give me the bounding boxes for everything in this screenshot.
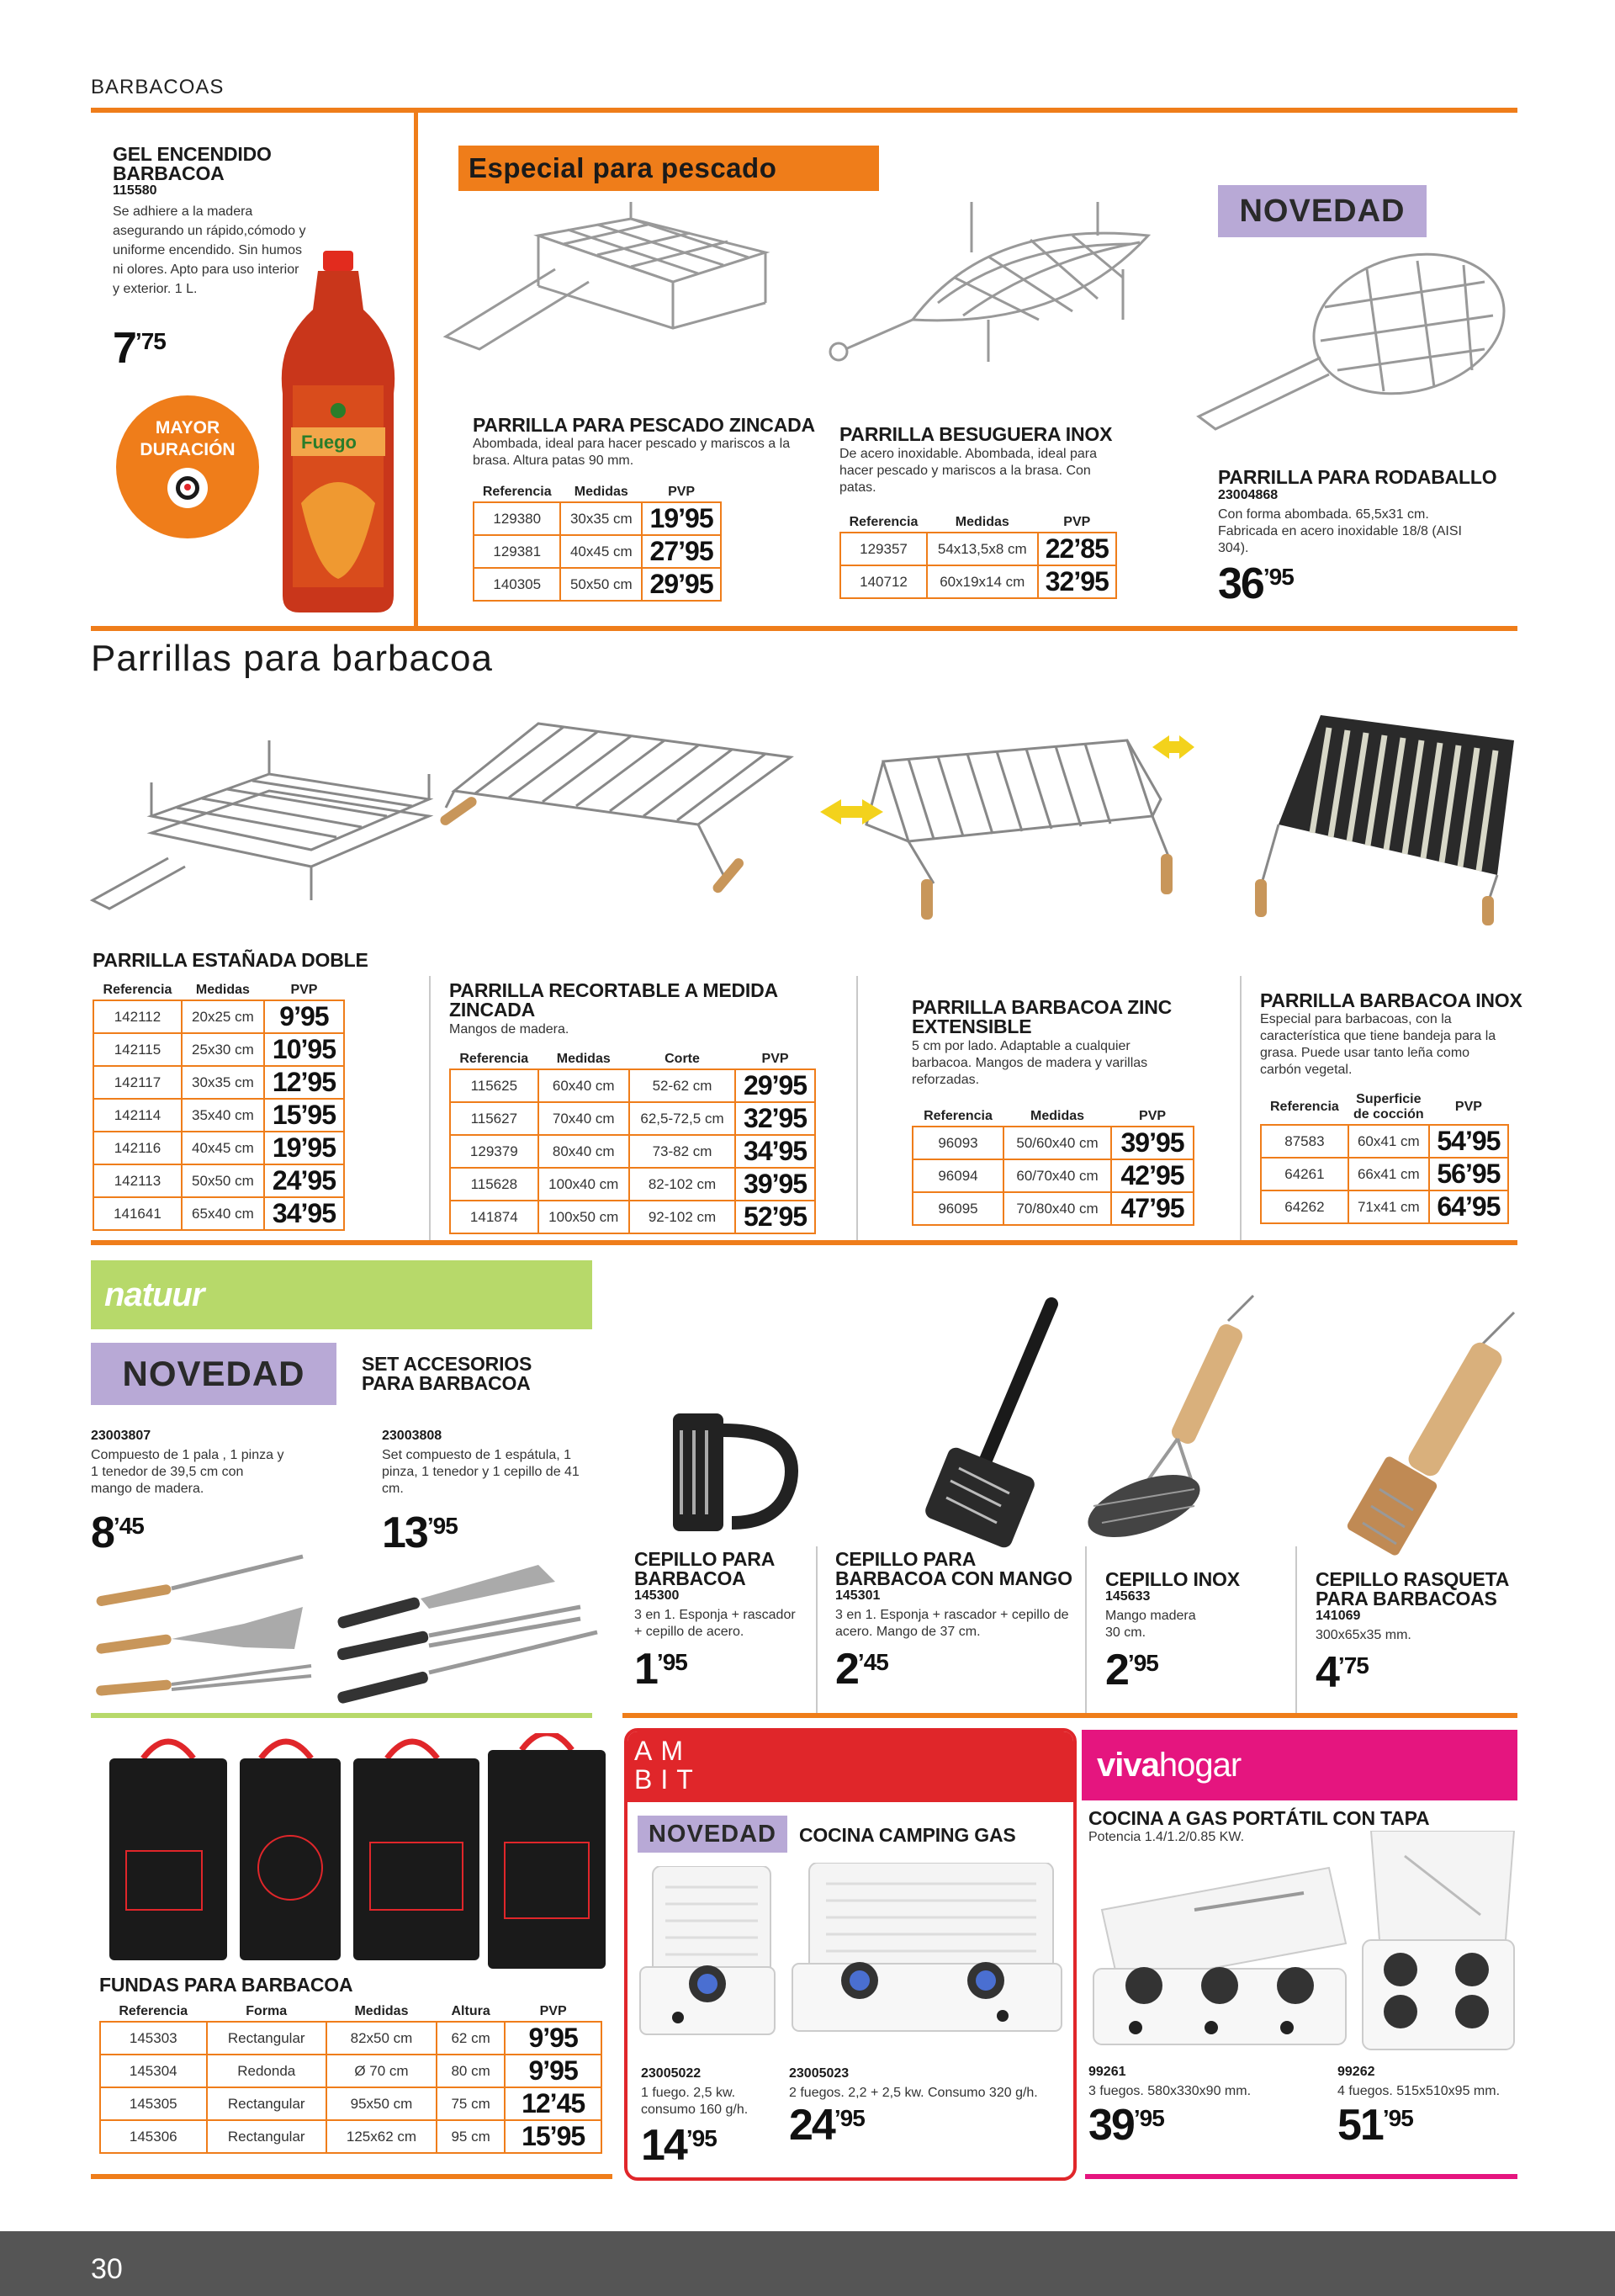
table-row: 141874 100x50 cm 92-102 cm 52’95 [450,1201,815,1233]
cepillo4-image [1329,1296,1548,1556]
table-row: 115627 70x40 cm 62,5-72,5 cm 32’95 [450,1102,815,1135]
clock-icon [167,468,208,508]
cepillo1-ref: 145300 [634,1588,680,1603]
page-number: 30 [91,2253,123,2285]
estanada-image [84,732,437,917]
parrillas-bottom-divider [91,1240,1517,1245]
table-row: 142117 30x35 cm 12’95 [93,1066,344,1099]
set1-utensils-image [84,1540,320,1708]
inox-title: PARRILLA BARBACOA INOX [1260,989,1522,1011]
ambit-p2-desc: 2 fuegos. 2,2 + 2,5 kw. Consumo 320 g/h. [789,2086,1038,2100]
rodaballo-desc: Con forma abombada. 65,5x31 cm. Fabricada en acero inoxidable 18/8 (AISI 304). [1218,507,1462,555]
ambit-novedad-badge: NOVEDAD [638,1816,787,1853]
fundas-image [101,1733,606,1969]
vivahogar-p2-ref: 99262 [1337,2065,1375,2079]
cepillo2-price: 2’45 [835,1645,888,1694]
cepillo-divider-3 [1295,1546,1297,1715]
ambit-p1-ref: 23005022 [641,2066,702,2081]
ambit-p2-price: 24’95 [789,2101,865,2150]
gel-bottle-image [276,251,400,614]
table-row: 142114 35x40 cm 15’95 [93,1099,344,1132]
inox-table: Referencia Superficie de cocción PVP 87583 60x41 cm 54’95 64261 66x41 cm 56’95 64262 71x41 cm 64’95 [1260,1090,1509,1224]
cepillo4-ref: 141069 [1316,1609,1361,1623]
extensible-image [816,707,1194,925]
stove2-image [784,1863,1070,2039]
rodaballo-price: 36’95 [1218,559,1294,608]
estanada-title: PARRILLA ESTAÑADA DOBLE [93,949,368,971]
table-row: 129379 80x40 cm 73-82 cm 34’95 [450,1135,815,1168]
cepillo4-price: 4’75 [1316,1648,1369,1697]
stove1-image [636,1866,779,2043]
table-row: 64261 66x41 cm 56’95 [1261,1158,1508,1190]
footer-bar [0,2231,1615,2296]
col-divider-1 [429,976,431,1245]
gel-title: GEL ENCENDIDO BARBACOA [113,143,272,184]
vivahogar-banner [1082,1730,1517,1800]
cepillo4 [1316,1568,1517,1697]
recortable-desc: Mangos de madera. [449,1022,569,1037]
especial-banner: Especial para pescado [458,146,879,191]
inox-desc: Especial para barbacoas, con la característica que tiene bandeja para la grasa. Puede usar tanto leña como carbón vegetal. [1260,1012,1496,1077]
besuguera-image [820,202,1173,379]
cepillo2-ref: 145301 [835,1588,881,1603]
cepillo1 [634,1548,802,1694]
set1-desc: Compuesto de 1 pala , 1 pinza y 1 tenedor de 39,5 cm con mango de madera. [91,1448,284,1496]
recortable-title: PARRILLA RECORTABLE A MEDIDA ZINCADA [449,979,778,1021]
besuguera-title: PARRILLA BESUGUERA INOX [839,423,1113,445]
vivahogar-logo: vivahogar [1097,1747,1242,1784]
zincada-table: Referencia Medidas PVP 129380 30x35 cm 19’95 129381 40x45 cm 27’95 140305 50x50 cm 29’95 [473,483,722,602]
table-row: 96094 60/70x40 cm 42’95 [913,1159,1194,1192]
gel-divider [414,113,418,626]
zincada-desc: Abombada, ideal para hacer pescado y mariscos a la brasa. Altura patas 90 mm. [473,437,791,468]
cepillo1-price: 1’95 [634,1645,687,1694]
section-label: BARBACOAS [91,76,225,98]
natuur-banner [91,1260,592,1329]
estanada-table: Referencia Medidas PVP 142112 20x25 cm 9’95 142115 25x30 cm 10’95 142117 30x35 cm 12’95 142114 35x40 cm 15’95 142116 40x45 cm 19’95 142113 50x50 cm 24’95 141641 65x40 cm 34’95 [93,981,345,1231]
table-row: 87583 60x41 cm 54’95 [1261,1125,1508,1158]
table-row: 141641 65x40 cm 34’95 [93,1197,344,1230]
vivahogar-p1-desc: 3 fuegos. 580x330x90 mm. [1088,2084,1252,2098]
cepillo3-title: CEPILLO INOX [1105,1568,1240,1590]
cepillo3-price: 2’95 [1105,1646,1158,1694]
cepillo1-title: CEPILLO PARA BARBACOA [634,1548,775,1589]
table-row: 145305 Rectangular 95x50 cm 75 cm 12’45 [100,2087,601,2120]
cepillo4-title: CEPILLO RASQUETA PARA BARBACOAS [1316,1568,1509,1609]
gel-desc: Se adhiere a la madera asegurando un rápido,cómodo y uniforme encendido. Sin humos ni olores. Apto para uso interior y exterior. 1 L. [113,204,306,296]
col-divider-2 [856,976,858,1245]
vivahogar-title: COCINA A GAS PORTÁTIL CON TAPA [1088,1807,1430,1829]
cepillo-divider-1 [816,1546,818,1715]
inox-image [1245,707,1522,925]
set2-ref: 23003808 [382,1429,442,1443]
vivahogar-p1-ref: 99261 [1088,2065,1126,2079]
table-row: 142115 25x30 cm 10’95 [93,1033,344,1066]
set1-price: 8’45 [91,1509,144,1557]
parrillas-heading: Parrillas para barbacoa [91,638,493,679]
extensible-title: PARRILLA BARBACOA ZINC EXTENSIBLE [912,996,1173,1037]
table-row: 140712 60x19x14 cm 32’95 [840,565,1116,598]
cepillo2-image [908,1296,1077,1548]
ambit-header [627,1731,1073,1802]
vivahogar-desc: Potencia 1.4/1.2/0.85 KW. [1088,1830,1245,1844]
rodaballo-title: PARRILLA PARA RODABALLO [1218,466,1497,488]
gel-ref: 115580 [113,183,157,198]
vivahogar-p2-price: 51’95 [1337,2101,1413,2150]
svg-text:Fuego: Fuego [301,432,357,453]
table-row: 115625 60x40 cm 52-62 cm 29’95 [450,1069,815,1102]
extensible-desc: 5 cm por lado. Adaptable a cualquier barbacoa. Mangos de madera y varillas reforzadas. [912,1039,1148,1087]
table-row: 96095 70/80x40 cm 47’95 [913,1192,1194,1225]
fundas-table: Referencia Forma Medidas Altura PVP 145303 Rectangular 82x50 cm 62 cm 9’95 145304 Redonda Ø 70 cm 80 cm 9’95 145305 Rectangular 95x50 cm 75 cm 12’45 145306 Rectangular 125x62 cm 95 cm 15’95 [99,2002,602,2154]
ambit-p1-price: 14’95 [641,2121,717,2170]
table-row: 64262 71x41 cm 64’95 [1261,1190,1508,1223]
table-row: 142112 20x25 cm 9’95 [93,1000,344,1033]
cepillo2 [835,1548,1079,1694]
rodaballo-image [1182,248,1518,450]
especial-bottom-divider [91,626,1517,631]
vivahogar-stove1-image [1085,1859,1354,2053]
rodaballo-ref: 23004868 [1218,488,1279,502]
besuguera-desc: De acero inoxidable. Abombada, ideal para hacer pescado y mariscos a la brasa. Con patas. [839,447,1097,495]
table-row: 115628 100x40 cm 82-102 cm 39’95 [450,1168,815,1201]
parrilla-pescado-image [429,202,824,395]
table-row: 96093 50/60x40 cm 39’95 [913,1127,1194,1159]
ambit-box [624,1728,1077,2181]
table-row: 145304 Redonda Ø 70 cm 80 cm 9’95 [100,2055,601,2087]
besuguera-table: Referencia Medidas PVP 129357 54x13,5x8 cm 22’85 140712 60x19x14 cm 32’95 [839,513,1117,599]
table-row: 142116 40x45 cm 19’95 [93,1132,344,1164]
zincada-title: PARRILLA PARA PESCADO ZINCADA [473,414,815,436]
rodaballo-novedad-badge: NOVEDAD [1218,185,1427,237]
cepillo-divider-2 [1085,1546,1087,1715]
cepillo2-title: CEPILLO PARA BARBACOA CON MANGO [835,1548,1072,1589]
cepillo3 [1105,1570,1273,1692]
ambit-title: COCINA CAMPING GAS [799,1824,1016,1846]
ambit-logo-line2: BIT [634,1764,702,1795]
table-row: 145303 Rectangular 82x50 cm 62 cm 9’95 [100,2022,601,2055]
cepillo1-image [656,1397,824,1548]
table-row: 142113 50x50 cm 24’95 [93,1164,344,1197]
cepillo2-desc: 3 en 1. Esponja + rascador + cepillo de acero. Mango de 37 cm. [835,1608,1069,1639]
vivahogar-bottom-divider [1085,2174,1517,2179]
ambit-p2-ref: 23005023 [789,2066,850,2081]
ambit-p1-desc: 1 fuego. 2,5 kw. consumo 160 g/h. [641,2086,749,2117]
vivahogar-p1-price: 39’95 [1088,2101,1164,2150]
extensible-table: Referencia Medidas PVP 96093 50/60x40 cm 39’95 96094 60/70x40 cm 42’95 96095 70/80x40 cm 47’95 [912,1107,1194,1226]
cepillos-bottom-divider [622,1713,1517,1718]
natuur-bottom-divider [91,1713,592,1718]
cepillo1-desc: 3 en 1. Esponja + rascador + cepillo de acero. [634,1608,796,1639]
table-row: 140305 50x50 cm 29’95 [474,568,721,601]
fundas-bottom-divider [91,2174,612,2179]
mayor-duracion-badge: MAYOR DURACIÓN [116,395,259,538]
set2-price: 13’95 [382,1509,458,1557]
natuur-novedad-badge: NOVEDAD [91,1343,336,1405]
cepillo3-image [1068,1287,1279,1548]
set2-desc: Set compuesto de 1 espátula, 1 pinza, 1 tenedor y 1 cepillo de 41 cm. [382,1448,580,1496]
ambit-logo-line1: AM [634,1736,691,1766]
set-accesorios-title: SET ACCESORIOS PARA BARBACOA [362,1353,532,1394]
col-divider-3 [1240,976,1242,1245]
recortable-table: Referencia Medidas Corte PVP 115625 60x40 cm 52-62 cm 29’95 115627 70x40 cm 62,5-72,5 cm 32’95 129379 80x40 cm 73-82 cm 34’95 115628 100x40 cm 82-102 cm 39’95 141874 100x50 cm 92-102 cm 52’95 [449,1050,816,1234]
fundas-title: FUNDAS PARA BARBACOA [99,1974,353,1996]
gel-product [91,118,410,623]
table-row: 129380 30x35 cm 19’95 [474,502,721,535]
cepillo3-ref: 145633 [1105,1589,1151,1604]
natuur-logo: natuur [104,1276,204,1313]
cepillo3-desc: Mango madera 30 cm. [1105,1609,1196,1640]
set2-utensils-image [328,1548,614,1708]
recortable-image [437,707,799,917]
vivahogar-stove2-image [1354,1831,1522,2058]
gel-price: 7’75 [113,324,166,373]
top-divider [91,108,1517,113]
vivahogar-p2-desc: 4 fuegos. 515x510x95 mm. [1337,2084,1501,2098]
table-row: 145306 Rectangular 125x62 cm 95 cm 15’95 [100,2120,601,2153]
cepillo4-desc: 300x65x35 mm. [1316,1628,1411,1642]
set1-ref: 23003807 [91,1429,151,1443]
table-row: 129381 40x45 cm 27’95 [474,535,721,568]
table-row: 129357 54x13,5x8 cm 22’85 [840,533,1116,565]
